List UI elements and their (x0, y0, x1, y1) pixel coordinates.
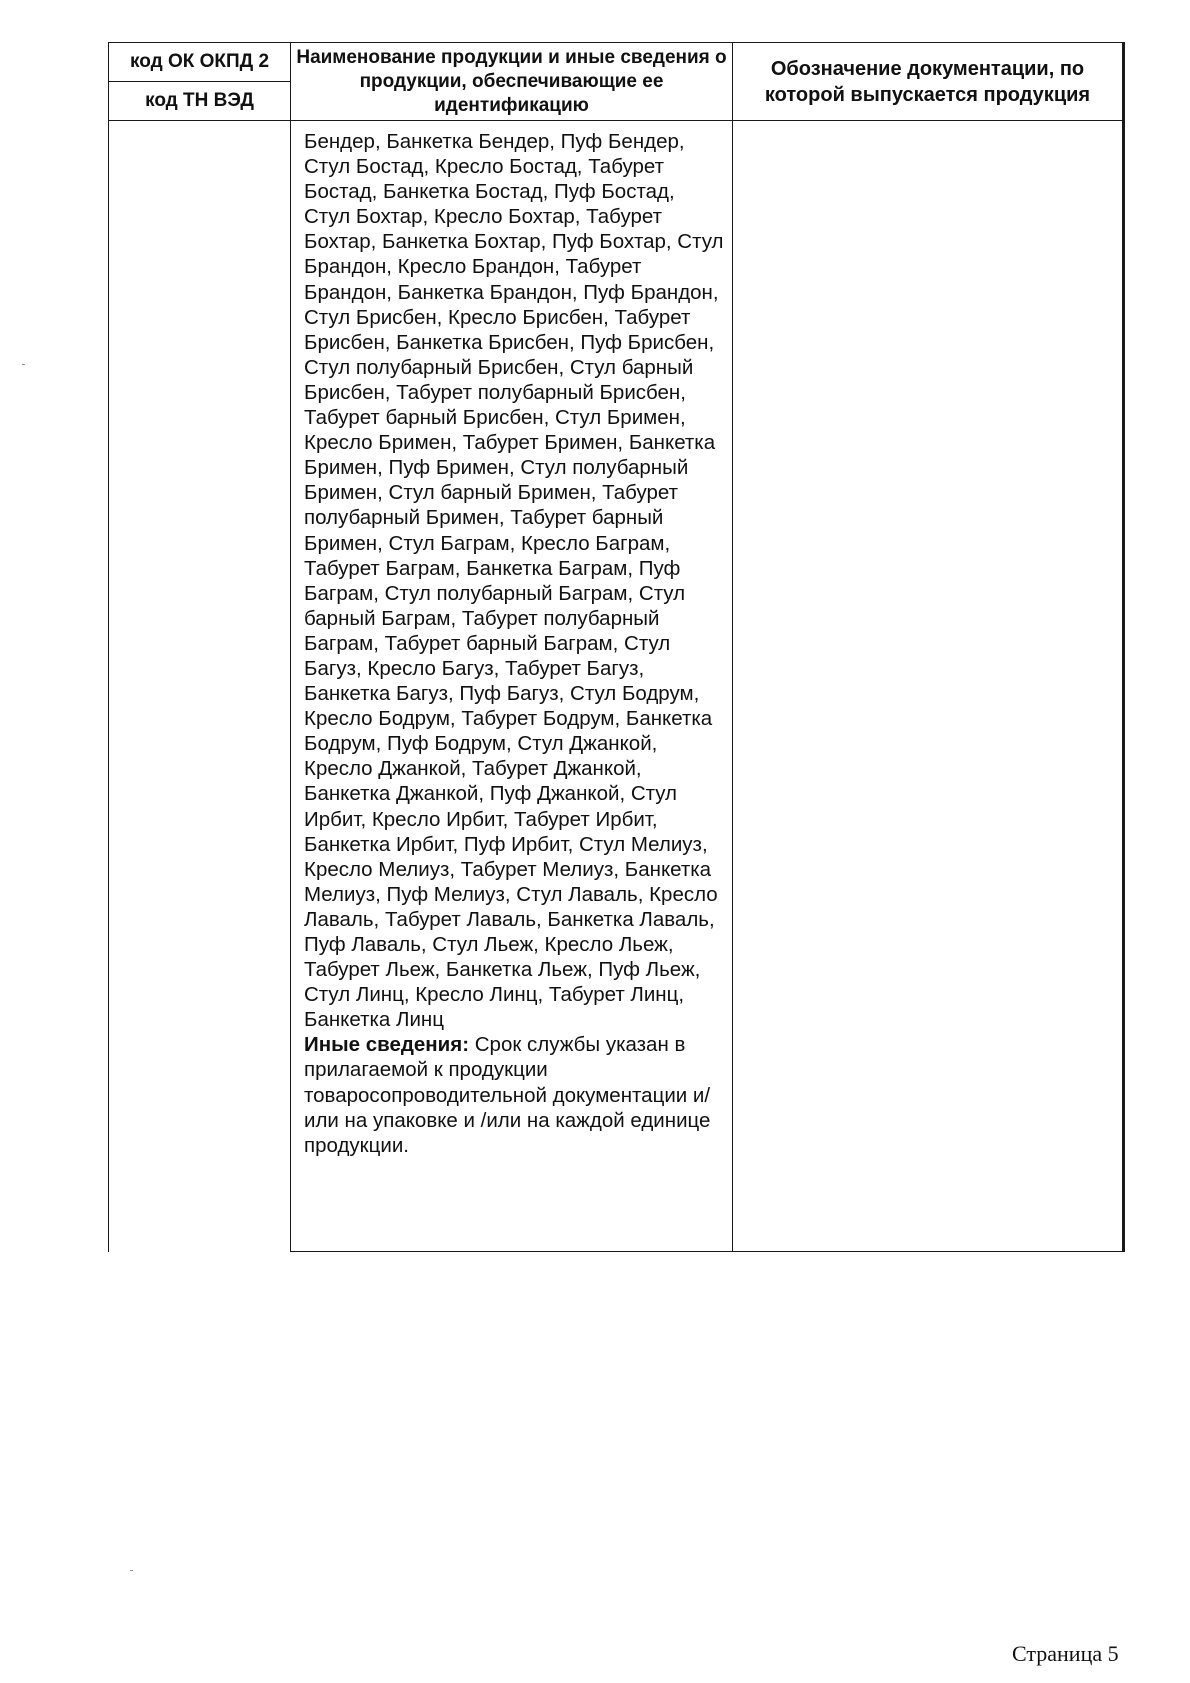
other-info-text: Срок службы указан в прилагаемой к продукции товаросопроводительной документации и/или на упаковке и /или на каждой единице продукции. (304, 1033, 711, 1157)
documentation-cell (733, 121, 1124, 1252)
table-row (109, 121, 1124, 1252)
product-list-text: Бендер, Банкетка Бендер, Пуф Бендер, Стул Бостад, Кресло Бостад, Табурет Бостад, Банкетка Бостад, Пуф Бостад, Стул Бохтар, Кресло Бохтар, Табурет Бохтар, Банкетка Бохтар, Пуф Бохтар, Стул Брандон, Кресло Брандон, Табурет Брандон, Банкетка Брандон, Пуф Брандон, Стул Брисбен, Кресло Брисбен, Табурет Брисбен, Банкетка Брисбен, Пуф Брисбен, Стул полубарный Брисбен, Стул барный Брисбен, Табурет полубарный Брисбен, Табурет барный Брисбен, Стул Бримен, Кресло Бримен, Табурет Бримен, Банкетка Бримен, Пуф Бримен, Стул полубарный Бримен, Стул барный Бримен, Табурет полубарный Бримен, Табурет барный Бримен, Стул Баграм, Кресло Баграм, Табурет Баграм, Банкетка Баграм, Пуф Баграм, Стул полубарный Баграм, Стул барный Баграм, Табурет полубарный Баграм, Табурет барный Баграм, Стул Багуз, Кресло Багуз, Табурет Багуз, Банкетка Багуз, Пуф Багуз, Стул Бодрум, Кресло Бодрум, Табурет Бодрум, Банкетка Бодрум, Пуф Бодрум, Стул Джанкой, Кресло Джанкой, Табурет Джанкой, Банкетка Джанкой, Пуф Джанкой, Стул Ирбит, Кресло Ирбит, Табурет Ирбит, Банкетка Ирбит, Пуф Ирбит, Стул Мелиуз, Кресло Мелиуз, Табурет Мелиуз, Банкетка Мелиуз, Пуф Мелиуз, Стул Лаваль, Кресло Лаваль, Табурет Лаваль, Банкетка Лаваль, Пуф Лаваль, Стул Льеж, Кресло Льеж, Табурет Льеж, Банкетка Льеж, Пуф Льеж, Стул Линц, Кресло Линц, Табурет Линц, Банкетка Линц (304, 130, 724, 1032)
product-description-cell (291, 121, 733, 1252)
other-info-label: Иные сведения: (304, 1033, 470, 1057)
scan-artifact (22, 364, 25, 365)
okpd-header: код ОК ОКПД 2 (109, 43, 291, 82)
header-row-1 (109, 43, 1124, 82)
scan-artifact (130, 1570, 133, 1571)
product-table (108, 42, 1125, 1252)
product-code-cell (109, 121, 291, 1252)
tnved-header: код ТН ВЭД (109, 82, 291, 121)
page-number: Страница 5 (1012, 1641, 1119, 1666)
documentation-header: Обозначение документации, по которой выпускается продукция (733, 43, 1124, 121)
product-name-header: Наименование продукции и иные сведения о продукции, обеспечивающие ее идентификацию (291, 43, 733, 121)
